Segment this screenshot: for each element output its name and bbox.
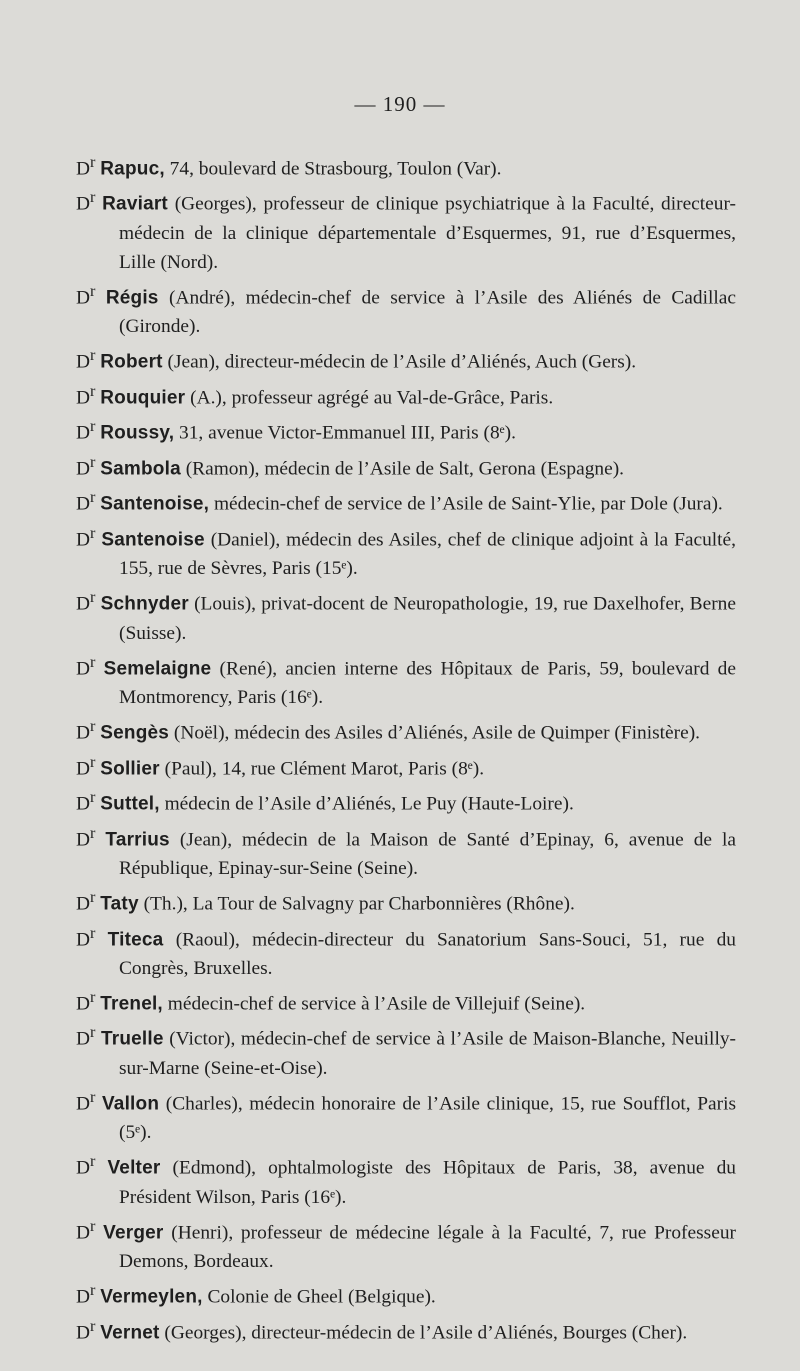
entry-title-superscript: r [90,382,96,400]
entry-title: D [76,593,91,615]
entry-title-superscript: r [90,988,96,1006]
entry-title: D [76,193,91,215]
entry-title: D [76,1322,91,1344]
entry-title-superscript: r [90,924,96,942]
entry-title-superscript: r [90,824,96,842]
entry-details: (Paul), 14, rue Clément Marot, Paris (8ᵉ). [164,758,485,780]
entry-title-superscript: r [90,524,96,542]
entry-title: D [76,1286,91,1308]
entry-title: D [76,351,91,373]
entry-title-superscript: r [90,1217,96,1235]
entry-name: Roussy, [100,422,175,444]
entry-title-superscript: r [90,347,96,365]
entry-title: D [76,928,91,950]
entry-title: D [76,793,91,815]
entry-details: (Ramon), médecin de l’Asile de Salt, Gerona (Espagne). [185,458,625,480]
entry-name: Truelle [100,1028,164,1050]
entry-title: D [76,893,91,915]
directory-entry [76,1212,736,1276]
entry-name: Robert [100,351,163,373]
directory-entry [76,1018,736,1082]
entry-details: (Georges), directeur-médecin de l’Asile d’Aliénés, Bourges (Cher). [164,1322,688,1344]
entry-title: D [76,722,91,744]
entry-details: (Victor), médecin-chef de service à l’Asile de Maison-Blanche, Neuilly-sur-Marne (Seine-et-Oise). [119,1028,736,1079]
entry-title-superscript: r [90,1024,96,1042]
entry-title: D [76,387,91,409]
entry-name: Sollier [100,758,160,780]
entry-title-superscript: r [90,789,96,807]
entry-title: D [76,458,91,480]
directory-entry [76,583,736,647]
directory-entry [76,919,736,983]
entry-title-superscript: r [90,154,96,171]
entry-title: D [76,993,91,1015]
entry-title-superscript: r [90,1317,96,1335]
entry-name: Semelaigne [103,658,212,680]
entry-title: D [76,658,91,680]
entry-name: Vermeylen, [100,1286,203,1308]
entry-title: D [76,1028,91,1050]
entry-name: Régis [105,287,159,309]
directory-entry [76,1312,736,1347]
entry-details: (Daniel), médecin des Asiles, chef de clinique adjoint à la Faculté, 155, rue de Sèvres, Paris (15ᵉ). [119,529,736,580]
entry-name: Rouquier [100,387,186,409]
entry-title: D [76,493,91,515]
entry-details: (Noël), médecin des Asiles d’Aliénés, Asile de Quimper (Finistère). [173,722,701,744]
entry-title-superscript: r [90,1282,96,1300]
entry-details: (Th.), La Tour de Salvagny par Charbonnières (Rhône). [143,893,575,915]
directory-entry [76,148,736,183]
entry-name: Velter [107,1157,161,1179]
directory-entry [76,1147,736,1211]
entry-details: (Georges), professeur de clinique psychiatrique à la Faculté, directeur-médecin de la clinique départementale d’Esquermes, 91, rue d’Esquermes, Lille (Nord). [119,193,736,273]
page-number: — 190 — [354,92,446,116]
entry-title-superscript: r [90,282,96,300]
directory-entry [76,448,736,483]
entry-title-superscript: r [90,418,96,436]
entry-name: Vernet [100,1322,160,1344]
entry-name: Vallon [101,1093,160,1115]
entry-title-superscript: r [90,889,96,907]
entry-details: (René), ancien interne des Hôpitaux de Paris, 59, boulevard de Montmorency, Paris (16ᵉ). [119,658,736,709]
entry-details: médecin de l’Asile d’Aliénés, Le Puy (Haute-Loire). [164,793,574,815]
entry-title: D [76,1157,91,1179]
directory-entry [76,377,736,412]
directory-entry [76,483,736,518]
entry-title-superscript: r [90,718,96,736]
entry-details: (Louis), privat-docent de Neuropathologie, 19, rue Daxelhofer, Berne (Suisse). [119,593,736,644]
directory-entry [76,648,736,712]
directory-entry [76,712,736,747]
entry-name: Sambola [100,458,181,480]
entry-details: 74, boulevard de Strasbourg, Toulon (Var). [169,158,502,180]
directory-entry [76,519,736,583]
entry-name: Tarrius [105,829,170,851]
entry-title-superscript: r [90,589,96,607]
entry-title: D [76,758,91,780]
entry-name: Santenoise, [100,493,210,515]
entry-details: médecin-chef de service de l’Asile de Saint-Ylie, par Dole (Jura). [213,493,723,515]
entry-details: (André), médecin-chef de service à l’Asile des Aliénés de Cadillac (Gironde). [119,287,736,338]
entry-name: Titeca [107,928,164,950]
entry-name: Verger [103,1222,164,1244]
entry-title-superscript: r [90,189,96,207]
entry-list [76,148,736,1347]
directory-entry [76,277,736,341]
entry-title: D [76,1093,91,1115]
entry-name: Santenoise [101,529,205,551]
entry-details: (Raoul), médecin-directeur du Sanatorium Sans-Souci, 51, rue du Congrès, Bruxelles. [119,928,736,979]
entry-title-superscript: r [90,1088,96,1106]
entry-title: D [76,158,91,180]
entry-title-superscript: r [90,753,96,771]
entry-details: (Edmond), ophtalmologiste des Hôpitaux de Paris, 38, avenue du Président Wilson, Paris (16ᵉ). [119,1157,736,1208]
entry-title-superscript: r [90,453,96,471]
entry-name: Suttel, [100,793,160,815]
entry-title-superscript: r [90,489,96,507]
entry-details: (A.), professeur agrégé au Val-de-Grâce, Paris. [190,387,554,409]
entry-title: D [76,422,91,444]
directory-entry [76,341,736,376]
entry-details: Colonie de Gheel (Belgique). [207,1286,436,1308]
entry-name: Rapuc, [100,158,165,180]
entry-title: D [76,287,91,309]
directory-entry [76,748,736,783]
entry-details: 31, avenue Victor-Emmanuel III, Paris (8ᵉ). [179,422,516,444]
entry-name: Sengès [100,722,170,744]
entry-name: Schnyder [100,593,189,615]
directory-entry [76,983,736,1018]
entry-details: (Henri), professeur de médecine légale à la Faculté, 7, rue Professeur Demons, Bordeaux. [119,1222,736,1273]
entry-details: médecin-chef de service à l’Asile de Villejuif (Seine). [167,993,586,1015]
entry-details: (Jean), directeur-médecin de l’Asile d’Aliénés, Auch (Gers). [167,351,637,373]
directory-entry [76,783,736,818]
entry-name: Taty [100,893,139,915]
entry-title: D [76,1222,91,1244]
entry-details: (Jean), médecin de la Maison de Santé d’Epinay, 6, avenue de la République, Epinay-sur-Seine (Seine). [119,829,737,880]
entry-title: D [76,529,91,551]
entry-name: Trenel, [100,993,163,1015]
directory-entry [76,819,736,883]
directory-entry [76,412,736,447]
entry-name: Raviart [102,193,168,215]
entry-title: D [76,829,91,851]
directory-entry [76,1276,736,1311]
entry-details: (Charles), médecin honoraire de l’Asile clinique, 15, rue Soufflot, Paris (5ᵉ). [119,1093,736,1144]
directory-entry [76,1083,736,1147]
entry-title-superscript: r [90,653,96,671]
directory-entry [76,183,736,276]
directory-entry [76,883,736,918]
entry-title-superscript: r [90,1153,96,1171]
